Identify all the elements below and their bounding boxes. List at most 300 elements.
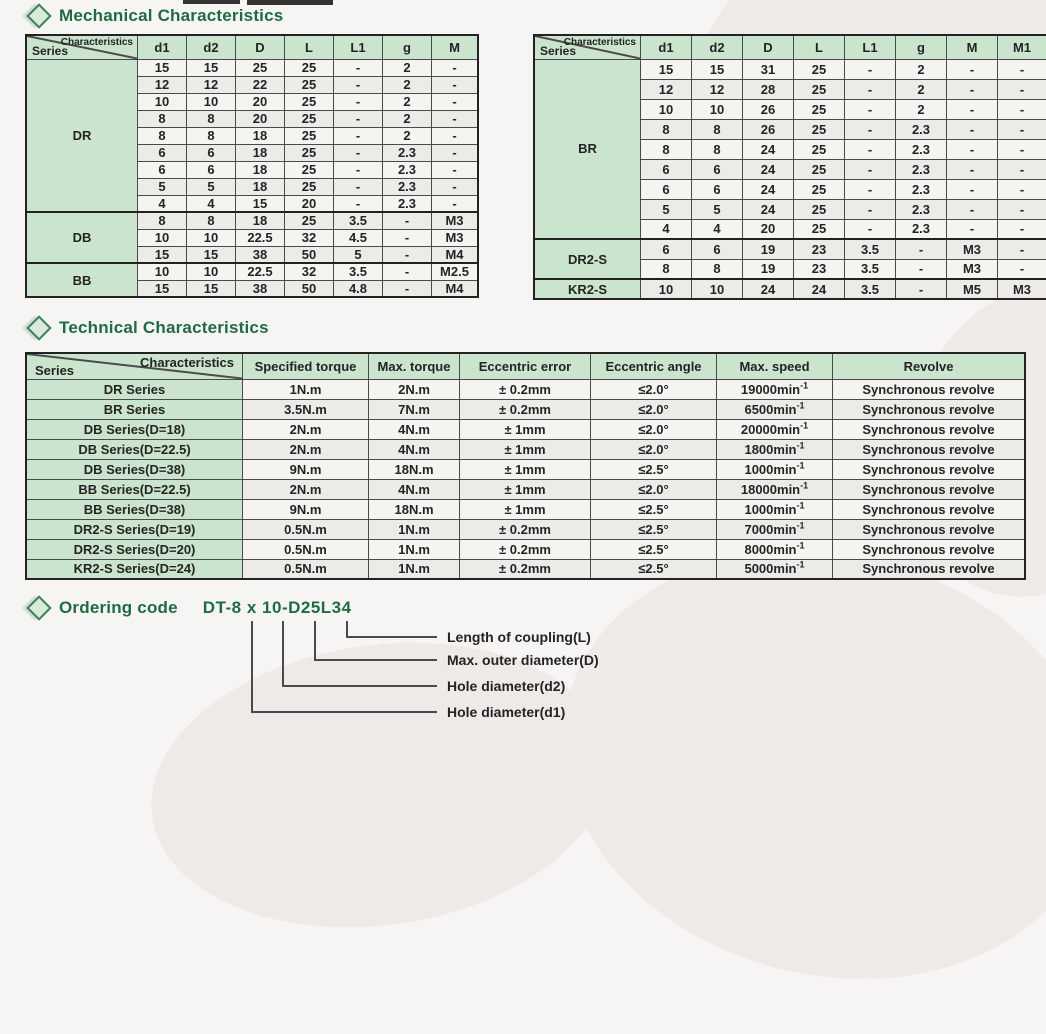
data-cell: -	[998, 79, 1046, 99]
corner-header-cell	[534, 35, 641, 59]
table-row	[26, 459, 1025, 479]
max-speed-cell: $1000\min^{-1}$	[717, 459, 833, 479]
eccentric-error-cell: ± 1mm	[460, 479, 591, 499]
data-cell: 24	[743, 179, 794, 199]
column-header: d1	[641, 35, 692, 59]
callout-label-hole-d2: Hole diameter(d2)	[447, 678, 565, 694]
data-cell: 8	[641, 259, 692, 279]
data-cell: 12	[641, 79, 692, 99]
data-cell: -	[334, 161, 383, 178]
data-cell: -	[998, 259, 1046, 279]
series-cell: BB Series(D=38)	[26, 499, 243, 519]
eccentric-angle-cell: ≤2.5°	[591, 459, 717, 479]
callout-label-hole-d1: Hole diameter(d1)	[447, 704, 565, 720]
mechanical-table-right	[533, 34, 1046, 300]
data-cell: 10	[692, 279, 743, 299]
column-header: Eccentric error	[460, 353, 591, 379]
data-cell: -	[998, 139, 1046, 159]
series-cell: KR2-S	[534, 279, 641, 299]
max-torque-cell: 7N.m	[369, 399, 460, 419]
data-cell: 3.5	[845, 239, 896, 259]
data-cell: 15	[641, 59, 692, 79]
speed-exponent: -1	[797, 500, 805, 510]
data-cell: 25	[794, 179, 845, 199]
eccentric-error-cell: ± 1mm	[460, 499, 591, 519]
revolve-cell: Synchronous revolve	[833, 499, 1026, 519]
data-cell: 2	[383, 76, 432, 93]
data-cell: 26	[743, 99, 794, 119]
data-cell: 10	[187, 93, 236, 110]
data-cell: 10	[641, 99, 692, 119]
data-cell: 25	[794, 199, 845, 219]
diamond-icon	[26, 3, 51, 28]
speed-exponent: -1	[797, 440, 805, 450]
data-cell: -	[947, 159, 998, 179]
data-cell: 6	[641, 159, 692, 179]
technical-section-heading	[30, 318, 269, 338]
data-cell: 2.3	[383, 195, 432, 212]
max-torque-cell: 4N.m	[369, 479, 460, 499]
data-cell: -	[947, 219, 998, 239]
data-cell: -	[432, 59, 479, 76]
data-cell: 32	[285, 263, 334, 280]
data-cell: 10	[187, 229, 236, 246]
data-cell: 24	[743, 139, 794, 159]
data-cell: -	[947, 99, 998, 119]
eccentric-angle-cell: ≤2.5°	[591, 559, 717, 579]
mechanical-section-heading	[30, 6, 283, 26]
revolve-cell: Synchronous revolve	[833, 379, 1026, 399]
data-cell: 12	[138, 76, 187, 93]
data-cell: 3.5	[845, 259, 896, 279]
data-cell: -	[334, 76, 383, 93]
speed-exponent: -1	[800, 480, 808, 490]
data-cell: 25	[794, 99, 845, 119]
data-cell: -	[998, 219, 1046, 239]
eccentric-angle-cell: ≤2.0°	[591, 439, 717, 459]
data-cell: M4	[432, 280, 479, 297]
data-cell: -	[432, 195, 479, 212]
data-cell: 24	[743, 159, 794, 179]
eccentric-error-cell: ± 1mm	[460, 459, 591, 479]
series-cell: DR2-S	[534, 239, 641, 279]
data-cell: -	[845, 199, 896, 219]
specified-torque-cell: 2N.m	[243, 419, 369, 439]
speed-exponent: -1	[800, 420, 808, 430]
eccentric-angle-cell: ≤2.0°	[591, 419, 717, 439]
data-cell: -	[334, 178, 383, 195]
callout-label-length: Length of coupling(L)	[447, 629, 591, 645]
data-cell: 18	[236, 127, 285, 144]
data-cell: 15	[187, 59, 236, 76]
data-cell: -	[383, 246, 432, 263]
max-speed-cell: $7000\min^{-1}$	[717, 519, 833, 539]
max-speed-cell: $1800\min^{-1}$	[717, 439, 833, 459]
data-cell: 2	[383, 93, 432, 110]
column-header: M	[432, 35, 479, 59]
data-cell: M3	[947, 239, 998, 259]
data-cell: 31	[743, 59, 794, 79]
data-cell: 8	[187, 127, 236, 144]
data-cell: 3.5	[334, 212, 383, 229]
data-cell: -	[432, 110, 479, 127]
max-speed-cell: $20000\min^{-1}$	[717, 419, 833, 439]
data-cell: -	[998, 239, 1046, 259]
max-torque-cell: 1N.m	[369, 519, 460, 539]
data-cell: 10	[138, 93, 187, 110]
data-cell: 2.3	[896, 139, 947, 159]
series-cell: DB Series(D=38)	[26, 459, 243, 479]
data-cell: 22.5	[236, 263, 285, 280]
section-title-technical: Technical Characteristics	[59, 318, 269, 338]
data-cell: -	[383, 229, 432, 246]
data-cell: 20	[743, 219, 794, 239]
table-row	[26, 539, 1025, 559]
data-cell: 24	[743, 279, 794, 299]
data-cell: 50	[285, 246, 334, 263]
data-cell: -	[383, 212, 432, 229]
data-cell: M5	[947, 279, 998, 299]
data-cell: 2	[383, 127, 432, 144]
data-cell: 24	[743, 199, 794, 219]
data-cell: 26	[743, 119, 794, 139]
data-cell: 25	[285, 212, 334, 229]
column-header: d2	[187, 35, 236, 59]
diamond-icon	[26, 595, 51, 620]
column-header: D	[743, 35, 794, 59]
series-cell: DB	[26, 212, 138, 263]
corner-label-characteristics: Characteristics	[140, 355, 234, 370]
data-cell: 50	[285, 280, 334, 297]
data-cell: 5	[187, 178, 236, 195]
eccentric-angle-cell: ≤2.5°	[591, 539, 717, 559]
mechanical-table-left	[25, 34, 479, 298]
series-cell: DR	[26, 59, 138, 212]
data-cell: -	[896, 259, 947, 279]
data-cell: 25	[285, 178, 334, 195]
ordering-code-text: DT-8 x 10-D25L34	[203, 598, 352, 618]
specified-torque-cell: 0.5N.m	[243, 519, 369, 539]
data-cell: 25	[285, 76, 334, 93]
max-speed-cell: $5000\min^{-1}$	[717, 559, 833, 579]
revolve-cell: Synchronous revolve	[833, 419, 1026, 439]
data-cell: 19	[743, 259, 794, 279]
table-row	[26, 399, 1025, 419]
data-cell: 12	[692, 79, 743, 99]
speed-exponent: -1	[797, 540, 805, 550]
speed-exponent: -1	[800, 380, 808, 390]
data-cell: 6	[187, 144, 236, 161]
eccentric-angle-cell: ≤2.5°	[591, 519, 717, 539]
data-cell: 2	[896, 79, 947, 99]
max-torque-cell: 4N.m	[369, 419, 460, 439]
column-header: Specified torque	[243, 353, 369, 379]
table-row	[26, 499, 1025, 519]
data-cell: 2.3	[896, 159, 947, 179]
data-cell: 8	[138, 110, 187, 127]
table-row	[26, 263, 478, 280]
data-cell: 8	[641, 119, 692, 139]
data-cell: -	[432, 93, 479, 110]
data-cell: 5	[641, 199, 692, 219]
data-cell: M3	[998, 279, 1046, 299]
data-cell: 38	[236, 280, 285, 297]
revolve-cell: Synchronous revolve	[833, 439, 1026, 459]
max-torque-cell: 18N.m	[369, 459, 460, 479]
column-header: d2	[692, 35, 743, 59]
data-cell: -	[998, 99, 1046, 119]
data-cell: 8	[692, 139, 743, 159]
max-torque-cell: 18N.m	[369, 499, 460, 519]
table-row	[534, 59, 1046, 79]
data-cell: 25	[285, 93, 334, 110]
max-speed-cell: $8000\min^{-1}$	[717, 539, 833, 559]
corner-header-cell	[26, 353, 243, 379]
data-cell: 8	[187, 212, 236, 229]
data-cell: 10	[692, 99, 743, 119]
data-cell: 4.5	[334, 229, 383, 246]
table-row	[534, 279, 1046, 299]
data-cell: 5	[334, 246, 383, 263]
scan-artifact	[247, 0, 333, 5]
data-cell: M3	[947, 259, 998, 279]
data-cell: -	[947, 179, 998, 199]
data-cell: 25	[794, 159, 845, 179]
data-cell: 22.5	[236, 229, 285, 246]
data-cell: 18	[236, 212, 285, 229]
eccentric-error-cell: ± 1mm	[460, 419, 591, 439]
corner-label-characteristics: Characteristics	[61, 37, 133, 48]
data-cell: -	[432, 76, 479, 93]
data-cell: -	[334, 59, 383, 76]
column-header: Max. speed	[717, 353, 833, 379]
data-cell: 8	[692, 119, 743, 139]
callout-label-diameter: Max. outer diameter(D)	[447, 652, 599, 668]
header-row	[26, 35, 478, 59]
data-cell: 25	[794, 119, 845, 139]
specified-torque-cell: 1N.m	[243, 379, 369, 399]
data-cell: 38	[236, 246, 285, 263]
eccentric-error-cell: ± 1mm	[460, 439, 591, 459]
data-cell: 32	[285, 229, 334, 246]
data-cell: -	[845, 219, 896, 239]
series-cell: BB Series(D=22.5)	[26, 479, 243, 499]
table-row	[26, 519, 1025, 539]
data-cell: 2	[896, 99, 947, 119]
revolve-cell: Synchronous revolve	[833, 559, 1026, 579]
data-cell: -	[334, 110, 383, 127]
corner-label-series: Series	[540, 44, 576, 58]
data-cell: -	[383, 263, 432, 280]
max-torque-cell: 4N.m	[369, 439, 460, 459]
specified-torque-cell: 0.5N.m	[243, 559, 369, 579]
data-cell: -	[334, 93, 383, 110]
data-cell: 10	[641, 279, 692, 299]
data-cell: 15	[187, 246, 236, 263]
column-header: L1	[845, 35, 896, 59]
data-cell: 6	[138, 144, 187, 161]
data-cell: 4	[641, 219, 692, 239]
speed-exponent: -1	[797, 560, 805, 570]
corner-label-series: Series	[35, 363, 74, 378]
data-cell: 18	[236, 178, 285, 195]
column-header: Eccentric angle	[591, 353, 717, 379]
data-cell: 2	[383, 59, 432, 76]
specified-torque-cell: 3.5N.m	[243, 399, 369, 419]
revolve-cell: Synchronous revolve	[833, 399, 1026, 419]
data-cell: 2.3	[383, 161, 432, 178]
data-cell: 6	[641, 239, 692, 259]
data-cell: 12	[187, 76, 236, 93]
specified-torque-cell: 9N.m	[243, 499, 369, 519]
speed-exponent: -1	[797, 520, 805, 530]
revolve-cell: Synchronous revolve	[833, 459, 1026, 479]
technical-table	[25, 352, 1026, 580]
data-cell: -	[947, 119, 998, 139]
data-cell: 4.8	[334, 280, 383, 297]
data-cell: -	[947, 139, 998, 159]
data-cell: -	[845, 59, 896, 79]
specified-torque-cell: 2N.m	[243, 439, 369, 459]
data-cell: M2.5	[432, 263, 479, 280]
data-cell: 25	[285, 127, 334, 144]
revolve-cell: Synchronous revolve	[833, 479, 1026, 499]
data-cell: 4	[692, 219, 743, 239]
corner-label-series: Series	[32, 44, 68, 58]
data-cell: 8	[692, 259, 743, 279]
series-cell: DB Series(D=22.5)	[26, 439, 243, 459]
series-cell: BB	[26, 263, 138, 297]
data-cell: -	[845, 99, 896, 119]
corner-label-characteristics: Characteristics	[564, 37, 636, 48]
data-cell: 25	[794, 59, 845, 79]
table-row	[26, 212, 478, 229]
data-cell: -	[998, 159, 1046, 179]
data-cell: -	[998, 179, 1046, 199]
data-cell: 2.3	[896, 219, 947, 239]
column-header: D	[236, 35, 285, 59]
eccentric-error-cell: ± 0.2mm	[460, 399, 591, 419]
data-cell: 19	[743, 239, 794, 259]
max-torque-cell: 1N.m	[369, 539, 460, 559]
header-row	[534, 35, 1046, 59]
data-cell: 8	[138, 212, 187, 229]
speed-exponent: -1	[797, 460, 805, 470]
data-cell: 18	[236, 161, 285, 178]
eccentric-angle-cell: ≤2.0°	[591, 379, 717, 399]
data-cell: -	[334, 144, 383, 161]
column-header: M	[947, 35, 998, 59]
column-header: L1	[334, 35, 383, 59]
data-cell: 6	[138, 161, 187, 178]
data-cell: 25	[794, 139, 845, 159]
data-cell: 10	[187, 263, 236, 280]
data-cell: 25	[285, 110, 334, 127]
data-cell: 5	[138, 178, 187, 195]
column-header: Max. torque	[369, 353, 460, 379]
data-cell: -	[334, 127, 383, 144]
series-cell: DR2-S Series(D=20)	[26, 539, 243, 559]
specified-torque-cell: 0.5N.m	[243, 539, 369, 559]
data-cell: 6	[641, 179, 692, 199]
speed-exponent: -1	[797, 400, 805, 410]
section-title-mechanical: Mechanical Characteristics	[59, 6, 283, 26]
diamond-icon	[26, 315, 51, 340]
data-cell: 6	[692, 179, 743, 199]
data-cell: 2	[383, 110, 432, 127]
data-cell: -	[432, 144, 479, 161]
data-cell: 2.3	[896, 199, 947, 219]
max-speed-cell: $6500\min^{-1}$	[717, 399, 833, 419]
eccentric-error-cell: ± 0.2mm	[460, 559, 591, 579]
max-speed-cell: $1000\min^{-1}$	[717, 499, 833, 519]
data-cell: -	[998, 199, 1046, 219]
data-cell: 8	[187, 110, 236, 127]
data-cell: 23	[794, 239, 845, 259]
data-cell: 2.3	[896, 119, 947, 139]
data-cell: -	[845, 179, 896, 199]
column-header: g	[896, 35, 947, 59]
data-cell: 28	[743, 79, 794, 99]
data-cell: 15	[692, 59, 743, 79]
data-cell: -	[896, 279, 947, 299]
data-cell: M3	[432, 212, 479, 229]
data-cell: 24	[794, 279, 845, 299]
data-cell: -	[432, 161, 479, 178]
data-cell: 15	[138, 246, 187, 263]
data-cell: -	[896, 239, 947, 259]
specified-torque-cell: 9N.m	[243, 459, 369, 479]
table-row	[534, 239, 1046, 259]
data-cell: 4	[138, 195, 187, 212]
data-cell: 20	[236, 93, 285, 110]
scan-artifact	[183, 0, 240, 4]
data-cell: -	[334, 195, 383, 212]
data-cell: 2.3	[383, 178, 432, 195]
data-cell: 15	[187, 280, 236, 297]
max-speed-cell: $18000\min^{-1}$	[717, 479, 833, 499]
column-header: M1	[998, 35, 1046, 59]
specified-torque-cell: 2N.m	[243, 479, 369, 499]
data-cell: 25	[285, 161, 334, 178]
series-cell: BR Series	[26, 399, 243, 419]
data-cell: 8	[138, 127, 187, 144]
data-cell: -	[947, 199, 998, 219]
data-cell: 20	[285, 195, 334, 212]
eccentric-angle-cell: ≤2.0°	[591, 399, 717, 419]
data-cell: 6	[692, 159, 743, 179]
series-cell: BR	[534, 59, 641, 239]
header-row	[26, 353, 1025, 379]
series-cell: KR2-S Series(D=24)	[26, 559, 243, 579]
table-row	[26, 59, 478, 76]
data-cell: 25	[794, 219, 845, 239]
data-cell: 8	[641, 139, 692, 159]
data-cell: -	[383, 280, 432, 297]
eccentric-error-cell: ± 0.2mm	[460, 379, 591, 399]
eccentric-error-cell: ± 0.2mm	[460, 539, 591, 559]
data-cell: 10	[138, 263, 187, 280]
data-cell: -	[947, 79, 998, 99]
eccentric-angle-cell: ≤2.0°	[591, 479, 717, 499]
table-row	[26, 439, 1025, 459]
data-cell: -	[845, 139, 896, 159]
table-row	[26, 559, 1025, 579]
corner-header-cell	[26, 35, 138, 59]
data-cell: 18	[236, 144, 285, 161]
data-cell: 6	[692, 239, 743, 259]
data-cell: 3.5	[334, 263, 383, 280]
